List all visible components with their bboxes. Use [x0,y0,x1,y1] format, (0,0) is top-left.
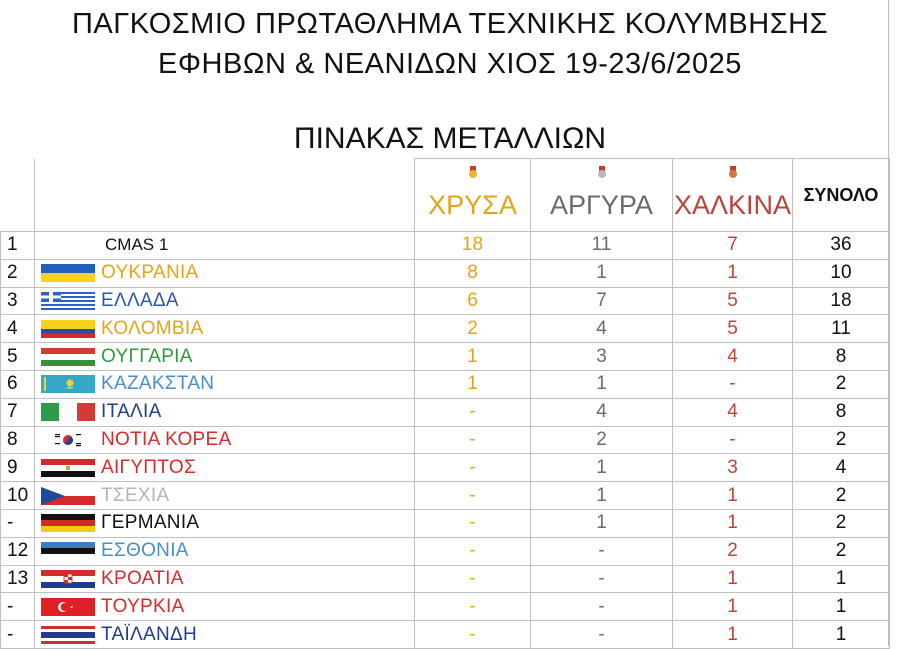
rank-cell: 6 [1,370,35,398]
bronze-count: 4 [673,398,793,426]
silver-count: 4 [531,315,673,343]
germany-flag-icon [41,514,95,532]
silver-medal-icon [595,166,609,178]
gold-medal-icon [466,166,480,178]
total-count: 2 [793,426,890,454]
country-cell [35,482,415,510]
country-name: ΕΛΛΑΔΑ [101,289,179,311]
country-name: ΙΤΑΛΙΑ [101,401,162,423]
country-name: ΟΥΓΓΑΡΙΑ [101,345,193,367]
bronze-count: 1 [673,593,793,621]
total-count: 2 [793,370,890,398]
table-row [1,482,890,510]
bronze-count: 2 [673,537,793,565]
colombia-flag-icon [41,320,95,338]
total-count: 1 [793,621,890,649]
total-count: 8 [793,343,890,371]
bronze-count: 7 [673,232,793,260]
table-row [1,621,890,649]
gold-count: 1 [415,370,531,398]
silver-count: - [531,565,673,593]
country-cell [35,509,415,537]
country-cell [35,426,415,454]
bronze-count: 4 [673,343,793,371]
rank-cell: - [1,509,35,537]
italy-flag-icon [41,403,95,421]
bronze-count: - [673,370,793,398]
silver-count: 2 [531,426,673,454]
rank-cell: 13 [1,565,35,593]
silver-count: - [531,537,673,565]
gold-count: - [415,593,531,621]
country-cell [35,565,415,593]
country-cell [35,370,415,398]
rank-cell: 5 [1,343,35,371]
country-name: ΤΟΥΡΚΙΑ [101,595,185,617]
header-gold-label: ΧΡΥΣΑ [428,189,517,220]
bronze-count: 1 [673,565,793,593]
table-header-row [1,159,890,232]
rank-cell: 7 [1,398,35,426]
bronze-count: 5 [673,287,793,315]
header-rank [1,159,35,232]
bronze-count: 5 [673,315,793,343]
silver-count: 1 [531,509,673,537]
country-name: ΤΣΕΧΙΑ [101,484,170,506]
total-count: 10 [793,259,890,287]
bronze-medal-icon [726,166,740,178]
header-gold [415,159,531,232]
total-count: 18 [793,287,890,315]
title-line-2: ΕΦΗΒΩΝ & ΝΕΑΝΙΔΩΝ ΧΙΟΣ 19-23/6/2025 [158,48,742,80]
table-row [1,426,890,454]
country-cell [35,232,415,260]
silver-count: 7 [531,287,673,315]
silver-count: - [531,593,673,621]
gold-count: - [415,426,531,454]
country-cell [35,259,415,287]
country-name: CMAS 1 [105,235,169,255]
total-count: 1 [793,593,890,621]
rank-cell: - [1,593,35,621]
header-silver-label: ΑΡΓΥΡΑ [550,189,653,220]
estonia-flag-icon [41,542,95,560]
rank-cell: 12 [1,537,35,565]
title-line-1: ΠΑΓΚΟΣΜΙΟ ΠΡΩΤΑΘΛΗΜΑ ΤΕΧΝΙΚΗΣ ΚΟΛΥΜΒΗΣΗΣ [71,8,829,40]
rank-cell: 8 [1,426,35,454]
total-count: 2 [793,537,890,565]
country-cell [35,537,415,565]
country-cell [35,621,415,649]
gold-count: - [415,621,531,649]
medal-table [0,158,890,649]
country-name: ΓΕΡΜΑΝΙΑ [101,512,200,534]
rank-cell: 2 [1,259,35,287]
gold-count: 18 [415,232,531,260]
bronze-count: 1 [673,509,793,537]
kazakhstan-flag-icon [41,375,95,393]
table-row [1,315,890,343]
silver-count: - [531,621,673,649]
rank-cell: 4 [1,315,35,343]
thailand-flag-icon [41,626,95,644]
gold-count: 8 [415,259,531,287]
table-row [1,287,890,315]
header-bronze [673,159,793,232]
country-cell [35,454,415,482]
table-row [1,593,890,621]
silver-count: 11 [531,232,673,260]
table-row [1,537,890,565]
bronze-count: 1 [673,259,793,287]
country-name: ΚΟΛΟΜΒΙΑ [101,317,204,339]
czechia-flag-icon [41,487,95,505]
gold-count: - [415,509,531,537]
total-count: 36 [793,232,890,260]
country-name: ΕΣΘΟΝΙΑ [101,540,189,562]
country-name: ΤΑΪΛΑΝΔΗ [101,623,198,645]
croatia-flag-icon [41,570,95,588]
header-country [35,159,415,232]
gold-count: - [415,482,531,510]
gold-count: - [415,398,531,426]
table-row [1,343,890,371]
header-total [793,159,890,232]
ukraine-flag-icon [41,264,95,282]
country-cell [35,593,415,621]
country-cell [35,398,415,426]
table-row [1,259,890,287]
bronze-count: 1 [673,482,793,510]
table-row [1,232,890,260]
egypt-flag-icon [41,459,95,477]
country-cell [35,343,415,371]
gold-count: - [415,537,531,565]
bronze-count: - [673,426,793,454]
header-silver [531,159,673,232]
country-name: ΚΡΟΑΤΙΑ [101,567,184,589]
country-name: ΑΙΓΥΠΤΟΣ [101,456,196,478]
total-count: 2 [793,482,890,510]
south-korea-flag-icon [41,431,95,449]
country-name: ΝΟΤΙΑ ΚΟΡΕΑ [101,428,232,450]
total-count: 8 [793,398,890,426]
gold-count: 2 [415,315,531,343]
bronze-count: 1 [673,621,793,649]
table-row [1,565,890,593]
silver-count: 1 [531,454,673,482]
silver-count: 3 [531,343,673,371]
country-cell [35,287,415,315]
country-name: ΚΑΖΑΚΣΤΑΝ [101,373,215,395]
gold-count: 1 [415,343,531,371]
total-count: 2 [793,509,890,537]
header-bronze-label: ΧΑΛΚΙΝΑ [673,189,792,220]
table-row [1,370,890,398]
silver-count: 1 [531,370,673,398]
total-count: 11 [793,315,890,343]
table-row [1,398,890,426]
turkey-flag-icon [41,598,95,616]
country-name: ΟΥΚΡΑΝΙΑ [101,262,199,284]
hungary-flag-icon [41,348,95,366]
bronze-count: 3 [673,454,793,482]
table-row [1,454,890,482]
table-row [1,509,890,537]
header-total-label: ΣΥΝΟΛΟ [803,184,879,205]
silver-count: 4 [531,398,673,426]
total-count: 1 [793,565,890,593]
greece-flag-icon [41,292,95,310]
rank-cell: 3 [1,287,35,315]
total-count: 4 [793,454,890,482]
gold-count: - [415,454,531,482]
table-subtitle: ΠΙΝΑΚΑΣ ΜΕΤΑΛΛΙΩΝ [293,122,607,155]
gold-count: - [415,565,531,593]
rank-cell: 1 [1,232,35,260]
rank-cell: 9 [1,454,35,482]
silver-count: 1 [531,482,673,510]
country-cell [35,315,415,343]
silver-count: 1 [531,259,673,287]
rank-cell: 10 [1,482,35,510]
gold-count: 6 [415,287,531,315]
rank-cell: - [1,621,35,649]
